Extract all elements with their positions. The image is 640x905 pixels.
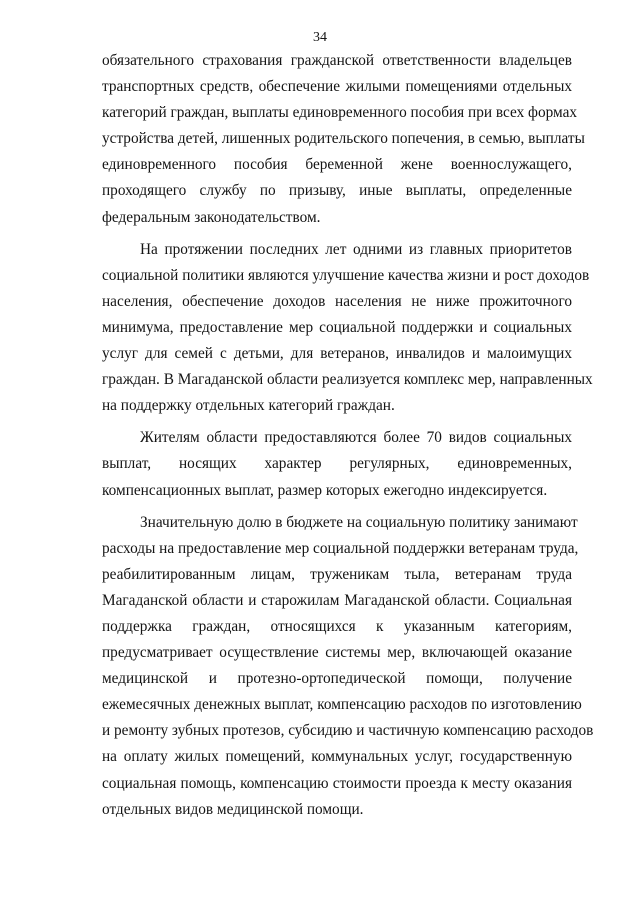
- text-line: расходы на предоставление мер социальной поддержки ветеранам труда,: [102, 539, 579, 557]
- text-line: минимума, предоставление мер социальной поддержки и социальных: [102, 318, 572, 336]
- text-line: федеральным законодательством.: [102, 208, 321, 226]
- text-line: единовременного пособия беременной жене военнослужащего,: [102, 156, 572, 174]
- paragraph-2: [102, 237, 593, 420]
- text-line: услуг для семей с детьми, для ветеранов, инвалидов и малоимущих: [102, 345, 572, 363]
- text-line: социальная помощь, компенсацию стоимости проезда к месту оказания: [102, 774, 572, 792]
- text-line: обязательного страхования гражданской ответственности владельцев: [102, 52, 572, 69]
- text-line: Значительную долю в бюджете на социальную политику занимают: [140, 513, 578, 531]
- text-line: на поддержку отдельных категорий граждан.: [102, 397, 395, 415]
- text-line: компенсационных выплат, размер которых ежегодно индексируется.: [102, 481, 548, 499]
- text-line: ежемесячных денежных выплат, компенсацию расходов по изготовлению: [102, 696, 582, 714]
- paragraph-3: [102, 425, 572, 503]
- text-line: граждан. В Магаданской области реализуется комплекс мер, направленных: [102, 371, 593, 389]
- text-line: социальной политики являются улучшение качества жизни и рост доходов: [102, 266, 590, 284]
- text-line: На протяжении последних лет одними из главных приоритетов: [140, 240, 572, 258]
- text-line: на оплату жилых помещений, коммунальных услуг, государственную: [102, 748, 572, 766]
- text-line: реабилитированным лицам, труженикам тыла, ветеранам труда: [102, 565, 572, 583]
- text-line: Магаданской области и старожилам Магаданской области. Социальная: [102, 591, 572, 609]
- text-line: Жителям области предоставляются более 70 видов социальных: [140, 429, 572, 447]
- text-line: поддержка граждан, относящихся к указанным категориям,: [102, 617, 572, 635]
- document-body: [102, 48, 594, 823]
- text-line: транспортных средств, обеспечение жилыми помещениями отдельных: [102, 78, 572, 96]
- text-line: медицинской и протезно-ортопедической помощи, получение: [102, 670, 572, 688]
- text-line: категорий граждан, выплаты единовременного пособия при всех формах: [102, 104, 578, 122]
- text-line: и ремонту зубных протезов, субсидию и частичную компенсацию расходов: [102, 722, 594, 740]
- paragraph-1: [102, 48, 585, 231]
- text-line: устройства детей, лишенных родительского попечения, в семью, выплаты: [102, 130, 585, 148]
- text-line: выплат, носящих характер регулярных, единовременных,: [102, 455, 572, 473]
- text-line: отдельных видов медицинской помощи.: [102, 800, 364, 818]
- paragraph-4: [102, 510, 594, 823]
- text-line: предусматривает осуществление системы мер, включающей оказание: [102, 644, 572, 662]
- page-number: 34: [313, 30, 327, 45]
- text-line: проходящего службу по призыву, иные выплаты, определенные: [102, 182, 572, 200]
- text-line: населения, обеспечение доходов населения не ниже прожиточного: [102, 292, 572, 310]
